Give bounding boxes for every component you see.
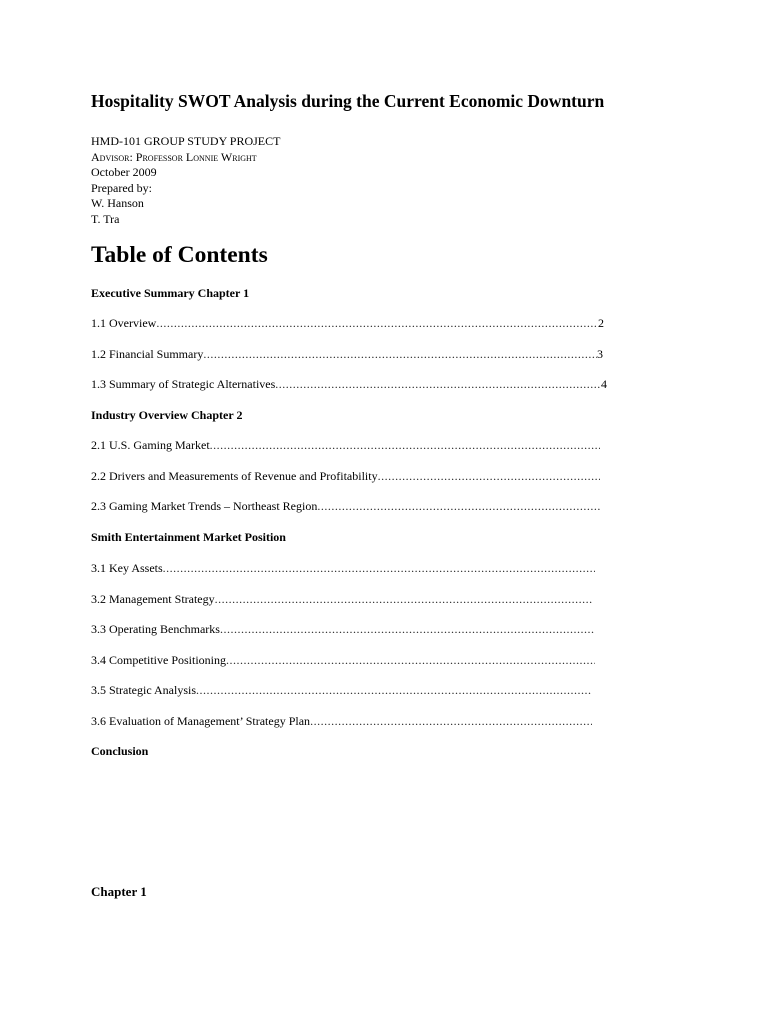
toc-leader-dots bbox=[317, 499, 600, 514]
toc-entry[interactable] bbox=[91, 683, 592, 698]
toc-entry[interactable] bbox=[91, 499, 600, 514]
project-subtitle: HMD-101 GROUP STUDY PROJECT bbox=[91, 134, 281, 148]
toc-entry-label: 3.2 Management Strategy bbox=[91, 592, 215, 606]
toc-entry-page: 4 bbox=[601, 377, 607, 391]
author-name: W. Hanson bbox=[91, 196, 144, 210]
toc-entry-page: 2 bbox=[598, 316, 604, 330]
toc-leader-dots bbox=[275, 377, 601, 392]
toc-entry[interactable] bbox=[91, 622, 595, 637]
toc-entry-page: 3 bbox=[597, 347, 603, 361]
toc-leader-dots bbox=[156, 316, 598, 331]
toc-leader-dots bbox=[220, 622, 595, 637]
toc-entry-label: 3.3 Operating Benchmarks bbox=[91, 622, 220, 636]
toc-entry[interactable] bbox=[91, 377, 607, 392]
chapter-heading: Chapter 1 bbox=[91, 884, 147, 899]
toc-leader-dots bbox=[378, 469, 600, 484]
toc-entry-label: 3.1 Key Assets bbox=[91, 561, 163, 575]
toc-entry-label: 2.1 U.S. Gaming Market bbox=[91, 438, 210, 452]
prepared-by-label: Prepared by: bbox=[91, 180, 152, 195]
toc-entry[interactable] bbox=[91, 469, 600, 484]
toc-entry-label: 1.3 Summary of Strategic Alternatives bbox=[91, 377, 276, 391]
toc-entry[interactable] bbox=[91, 592, 592, 607]
toc-section-title: Executive Summary Chapter 1 bbox=[91, 286, 250, 300]
toc-entry-label: 3.5 Strategic Analysis bbox=[91, 683, 196, 697]
toc-entry-label: 1.1 Overview bbox=[91, 316, 157, 330]
document-title: Hospitality SWOT Analysis during the Current Economic Downturn bbox=[91, 91, 605, 111]
toc-leader-dots bbox=[215, 592, 592, 607]
toc-section-title: Industry Overview Chapter 2 bbox=[91, 408, 243, 422]
toc-section-title: Conclusion bbox=[91, 744, 149, 758]
toc-entry-label: 3.4 Competitive Positioning bbox=[91, 653, 227, 667]
toc-entry[interactable] bbox=[91, 438, 600, 453]
toc-leader-dots bbox=[210, 438, 600, 453]
toc-leader-dots bbox=[310, 714, 592, 729]
toc-entry[interactable] bbox=[91, 561, 595, 576]
toc-heading: Table of Contents bbox=[91, 242, 268, 268]
toc-entry[interactable] bbox=[91, 316, 604, 331]
toc-section-title: Smith Entertainment Market Position bbox=[91, 530, 286, 544]
toc-leader-dots bbox=[196, 683, 592, 698]
document-date: October 2009 bbox=[91, 165, 157, 179]
toc-entry[interactable] bbox=[91, 347, 603, 362]
toc-entry[interactable] bbox=[91, 714, 592, 729]
toc-entry-label: 2.2 Drivers and Measurements of Revenue and Profitability bbox=[91, 469, 378, 483]
advisor-line: Advisor: Professor Lonnie Wright bbox=[91, 149, 257, 164]
toc-leader-dots bbox=[226, 653, 595, 668]
toc-leader-dots bbox=[203, 347, 597, 362]
toc-entry-label: 1.2 Financial Summary bbox=[91, 347, 204, 361]
toc-entry-label: 2.3 Gaming Market Trends – Northeast Region bbox=[91, 499, 318, 513]
toc-entry[interactable] bbox=[91, 653, 595, 668]
author-name: T. Tra bbox=[91, 211, 120, 226]
toc-leader-dots bbox=[163, 561, 595, 576]
document-meta bbox=[91, 134, 280, 227]
toc-entry-label: 3.6 Evaluation of Management’ Strategy Plan bbox=[91, 714, 311, 728]
